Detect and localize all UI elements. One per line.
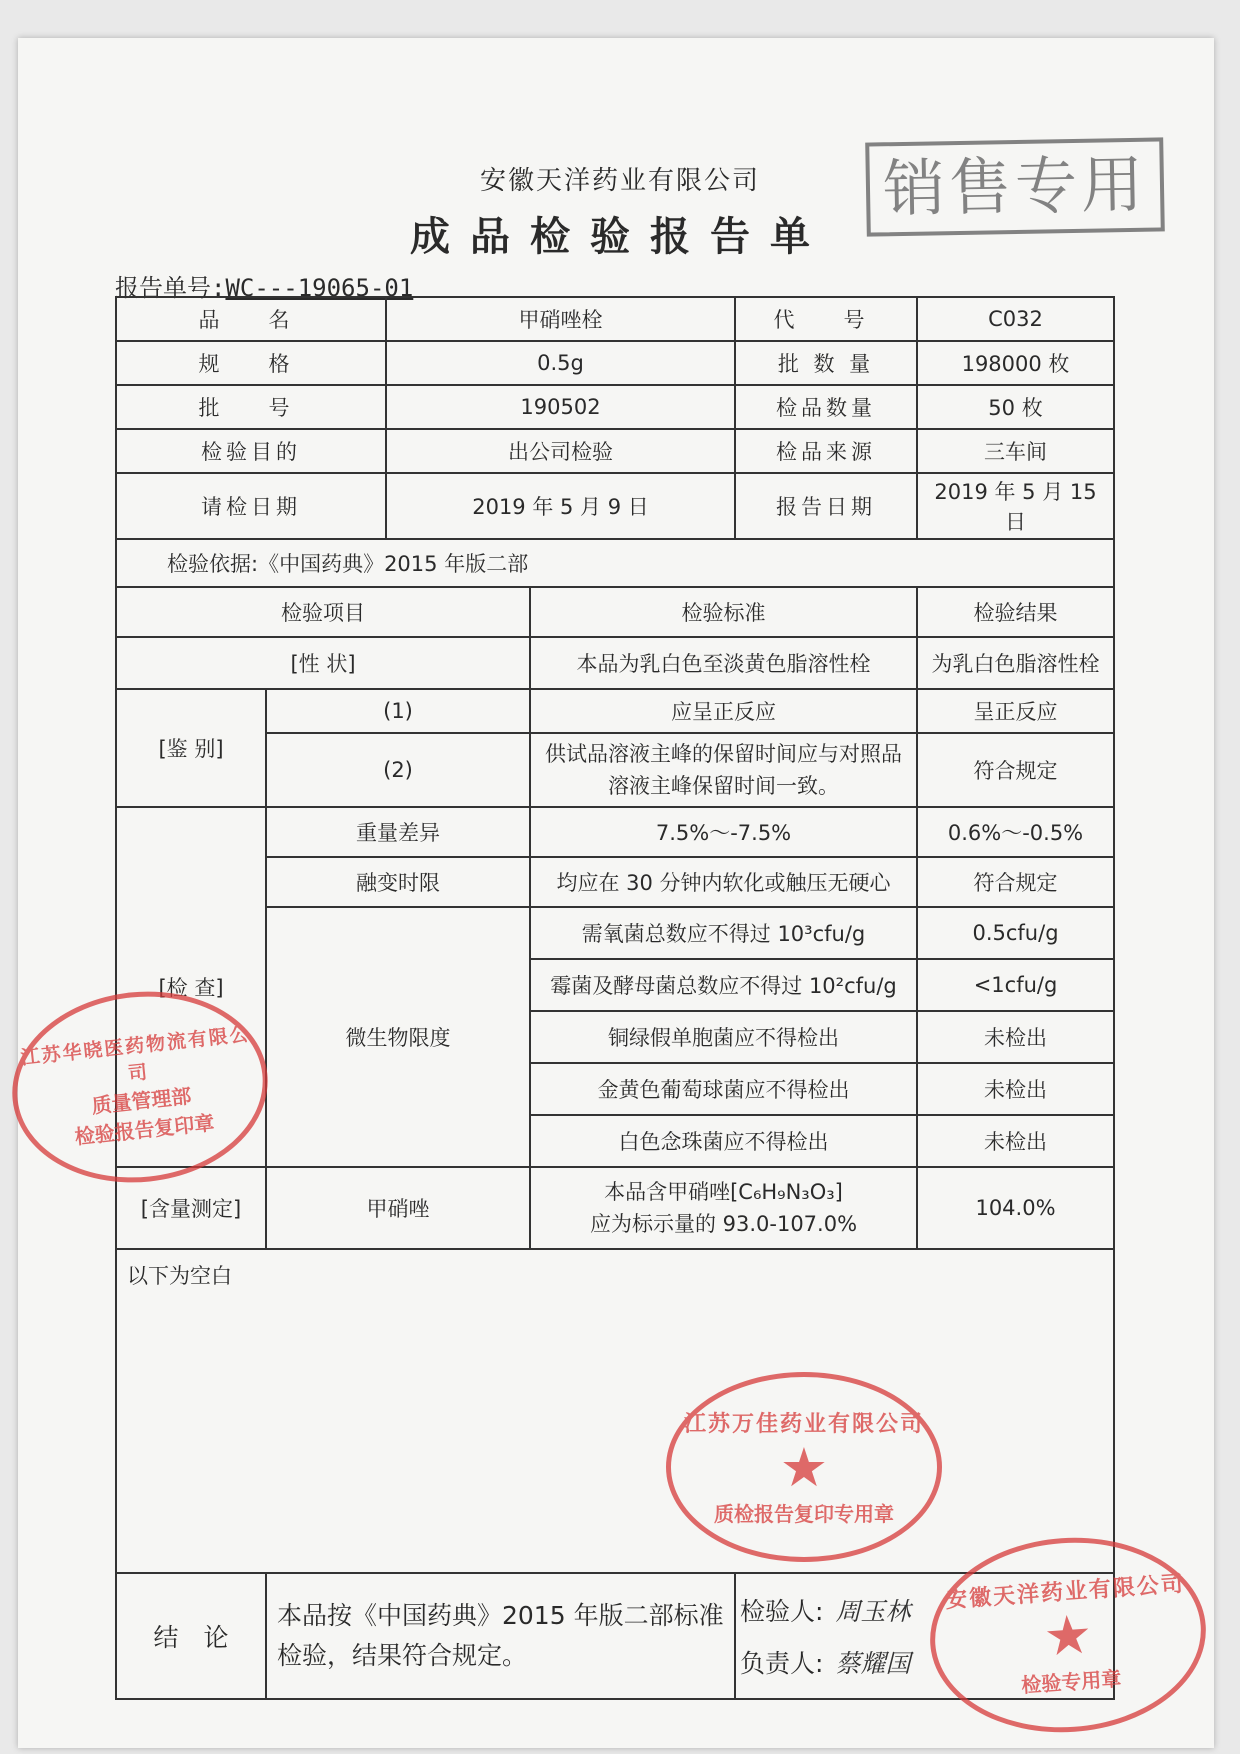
- microbial-result: 未检出: [917, 1011, 1114, 1063]
- seal-star-icon: ★: [1041, 1602, 1095, 1669]
- assay-standard-line1: 本品含甲硝唑[C₆H₉N₃O₃]: [604, 1180, 843, 1204]
- character-result: 为乳白色脂溶性栓: [917, 637, 1114, 689]
- code-label: 代 号: [735, 297, 917, 341]
- request-date-label: 请检日期: [116, 473, 386, 539]
- microbial-result: 未检出: [917, 1063, 1114, 1115]
- table-row: [116, 857, 1114, 907]
- batch-qty-label: 批 数 量: [735, 341, 917, 385]
- left-seal-sub1: 质量管理部: [90, 1083, 193, 1119]
- conclusion-text: 本品按《中国药典》2015 年版二部标准检验，结果符合规定。: [266, 1573, 735, 1699]
- inspection-table: [115, 296, 1115, 1700]
- microbial-limit-label: 微生物限度: [266, 907, 530, 1167]
- sample-qty-value: 50 枚: [917, 385, 1114, 429]
- microbial-result: <1cfu/g: [917, 959, 1114, 1011]
- identification-sub: (1): [266, 689, 530, 733]
- right-seal-sub: 检验专用章: [1020, 1666, 1122, 1698]
- basis-row: [116, 539, 1114, 587]
- source-label: 检品来源: [735, 429, 917, 473]
- microbial-standard: 铜绿假单胞菌应不得检出: [530, 1011, 917, 1063]
- report-number-value: WC---19065-01: [225, 274, 414, 302]
- blank-note: 以下为空白: [116, 1249, 1114, 1573]
- sample-qty-label: 检品数量: [735, 385, 917, 429]
- table-row: [116, 733, 1114, 807]
- info-row: [116, 341, 1114, 385]
- info-row: [116, 385, 1114, 429]
- weight-variation-result: 0.6%～-0.5%: [917, 807, 1114, 857]
- center-seal-arc-text: 江苏万佳药业有限公司: [683, 1412, 924, 1437]
- microbial-result: 未检出: [917, 1115, 1114, 1167]
- report-number-label: 报告单号:: [115, 274, 226, 302]
- identification-label: [鉴 别]: [116, 689, 266, 807]
- center-seal-sub: 质检报告复印专用章: [714, 1502, 894, 1526]
- source-value: 三车间: [917, 429, 1114, 473]
- table-row: [116, 807, 1114, 857]
- header-row: [116, 587, 1114, 637]
- batch-no-label: 批 号: [116, 385, 386, 429]
- melting-time-standard: 均应在 30 分钟内软化或触压无硬心: [530, 857, 917, 907]
- assay-standard-line2: 应为标示量的 93.0-107.0%: [589, 1212, 858, 1236]
- table-row: [116, 689, 1114, 733]
- microbial-standard: 白色念珠菌应不得检出: [530, 1115, 917, 1167]
- assay-label: [含量测定]: [116, 1167, 266, 1249]
- identification-standard: 应呈正反应: [530, 689, 917, 733]
- product-name-label: 品 名: [116, 297, 386, 341]
- table-row: [116, 1167, 1114, 1249]
- header-item: 检验项目: [116, 587, 530, 637]
- seal-star-icon: ★: [779, 1436, 829, 1499]
- info-row: [116, 473, 1114, 539]
- responsible-label: 负责人:: [740, 1649, 824, 1678]
- report-date-value: 2019 年 5 月 15 日: [917, 473, 1114, 539]
- inspector-name: 周玉林: [835, 1597, 911, 1626]
- identification-result: 呈正反应: [917, 689, 1114, 733]
- microbial-standard: 金黄色葡萄球菌应不得检出: [530, 1063, 917, 1115]
- weight-variation-label: 重量差异: [266, 807, 530, 857]
- batch-no-value: 190502: [386, 385, 735, 429]
- spec-label: 规 格: [116, 341, 386, 385]
- batch-qty-value: 198000 枚: [917, 341, 1114, 385]
- request-date-value: 2019 年 5 月 9 日: [386, 473, 735, 539]
- conclusion-label: 结 论: [116, 1573, 266, 1699]
- melting-time-result: 符合规定: [917, 857, 1114, 907]
- report-title: 成品检验报告单: [410, 213, 830, 260]
- responsible-name: 蔡耀国: [835, 1649, 911, 1678]
- assay-standard: [530, 1167, 917, 1249]
- header-result: 检验结果: [917, 587, 1114, 637]
- spec-value: 0.5g: [386, 341, 735, 385]
- info-row: [116, 297, 1114, 341]
- inspector-label: 检验人:: [740, 1597, 824, 1626]
- weight-variation-standard: 7.5%～-7.5%: [530, 807, 917, 857]
- table-row: [116, 637, 1114, 689]
- info-row: [116, 429, 1114, 473]
- melting-time-label: 融变时限: [266, 857, 530, 907]
- purpose-label: 检验目的: [116, 429, 386, 473]
- right-seal-arc-text: 安徽天洋药业有限公司: [944, 1571, 1186, 1614]
- left-seal-arc-text: 江苏华晓医药物流有限公司: [19, 1023, 252, 1086]
- assay-result: 104.0%: [917, 1167, 1114, 1249]
- character-standard: 本品为乳白色至淡黄色脂溶性栓: [530, 637, 917, 689]
- identification-result: 符合规定: [917, 733, 1114, 807]
- code-value: C032: [917, 297, 1114, 341]
- report-date-label: 报告日期: [735, 473, 917, 539]
- header-standard: 检验标准: [530, 587, 917, 637]
- table-row: [116, 907, 1114, 959]
- left-seal-sub2: 检验报告复印章: [73, 1110, 216, 1150]
- company-name: 安徽天洋药业有限公司: [479, 166, 760, 196]
- sales-only-stamp: 销售专用: [865, 137, 1165, 236]
- purpose-value: 出公司检验: [386, 429, 735, 473]
- blank-row: [116, 1249, 1114, 1573]
- center-company-seal: [666, 1372, 942, 1562]
- character-label: [性 状]: [116, 637, 530, 689]
- microbial-standard: 需氧菌总数应不得过 10³cfu/g: [530, 907, 917, 959]
- inspection-label: [检 查]: [116, 807, 266, 1167]
- microbial-result: 0.5cfu/g: [917, 907, 1114, 959]
- product-name-value: 甲硝唑栓: [386, 297, 735, 341]
- microbial-standard: 霉菌及酵母菌总数应不得过 10²cfu/g: [530, 959, 917, 1011]
- identification-sub: (2): [266, 733, 530, 807]
- assay-sub: 甲硝唑: [266, 1167, 530, 1249]
- identification-standard: 供试品溶液主峰的保留时间应与对照品溶液主峰保留时间一致。: [530, 733, 917, 807]
- inspection-basis: 检验依据:《中国药典》2015 年版二部: [116, 539, 1114, 587]
